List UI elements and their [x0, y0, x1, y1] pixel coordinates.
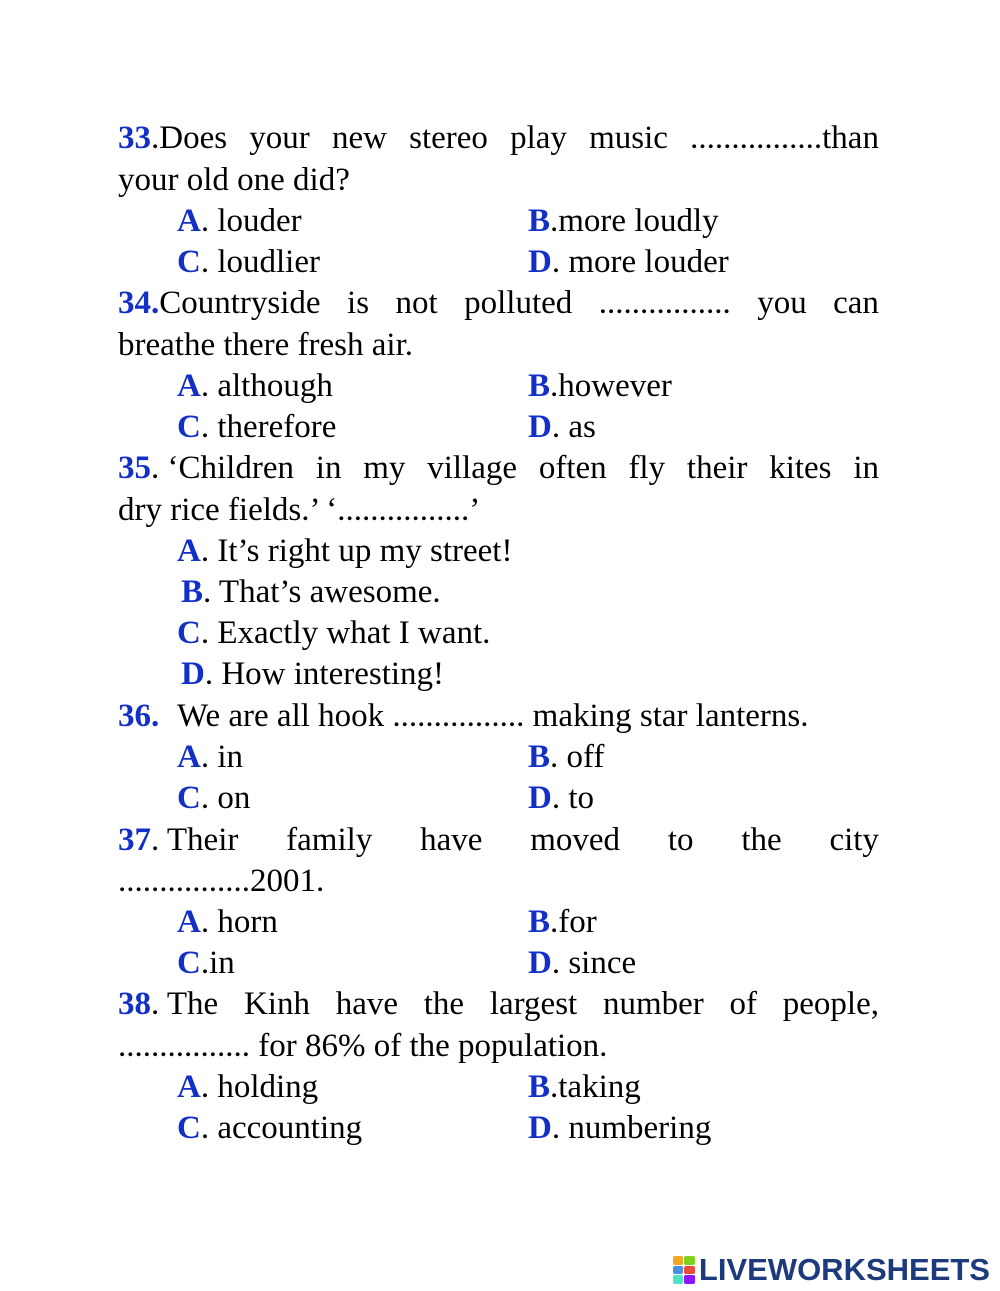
word: kites	[769, 450, 832, 486]
word: people,	[782, 986, 879, 1022]
word: in	[315, 450, 342, 486]
question-35-first-word: 35. ‘Children	[118, 450, 294, 486]
option-35-d[interactable]: D. How interesting!	[181, 656, 445, 692]
question-34-line-1	[118, 283, 879, 323]
option-37-b[interactable]: B.for	[528, 904, 597, 940]
word: have	[420, 822, 483, 858]
word: to	[667, 822, 694, 858]
word: music	[589, 120, 668, 156]
word: the	[423, 986, 465, 1022]
question-38-line-1	[118, 984, 879, 1024]
word: their	[686, 450, 748, 486]
option-36-b[interactable]: B. off	[528, 739, 605, 775]
word: stereo	[409, 120, 488, 156]
word: new	[331, 120, 387, 156]
question-37-line-2: ................2001.	[118, 863, 325, 899]
blank-word: ................	[598, 285, 731, 321]
word: is	[347, 285, 370, 321]
option-37-c[interactable]: C.in	[177, 945, 235, 981]
word: number	[602, 986, 704, 1022]
option-34-d[interactable]: D. as	[528, 409, 596, 445]
question-37-first-word: 37. Their	[118, 822, 239, 858]
word: in	[853, 450, 879, 486]
question-38-line-2: ................ for 86% of the population.	[118, 1028, 608, 1064]
option-38-a[interactable]: A. holding	[177, 1069, 319, 1105]
question-36-text: We are all hook ................ making star lanterns.	[177, 698, 809, 734]
word: family	[286, 822, 373, 858]
option-33-c[interactable]: C. loudlier	[177, 244, 320, 280]
option-35-c[interactable]: C. Exactly what I want.	[177, 615, 491, 651]
option-33-d[interactable]: D. more louder	[528, 244, 729, 280]
brand-name: LIVEWORKSHEETS	[698, 1252, 990, 1287]
option-38-d[interactable]: D. numbering	[528, 1110, 712, 1146]
liveworksheets-logo-icon	[673, 1256, 695, 1284]
option-36-c[interactable]: C. on	[177, 780, 251, 816]
word: not	[395, 285, 438, 321]
word: moved	[530, 822, 621, 858]
word: village	[427, 450, 518, 486]
option-36-d[interactable]: D. to	[528, 780, 595, 816]
question-33-first-word: 33.Does	[118, 120, 228, 156]
word: my	[363, 450, 406, 486]
option-38-c[interactable]: C. accounting	[177, 1110, 363, 1146]
option-34-c[interactable]: C. therefore	[177, 409, 337, 445]
word: have	[335, 986, 399, 1022]
option-35-a[interactable]: A. It’s right up my street!	[177, 533, 513, 569]
word: play	[510, 120, 567, 156]
word: largest	[489, 986, 578, 1022]
option-35-b[interactable]: B. That’s awesome.	[181, 574, 441, 610]
question-36-number: 36.	[118, 698, 160, 734]
liveworksheets-logo[interactable]	[673, 1252, 990, 1288]
word: often	[538, 450, 607, 486]
option-33-b[interactable]: B.more loudly	[528, 203, 719, 239]
word: you	[757, 285, 807, 321]
word: polluted	[464, 285, 573, 321]
question-38-first-word: 38. The	[118, 986, 219, 1022]
word: Kinh	[243, 986, 310, 1022]
question-34-first-word: 34.Countryside	[118, 285, 321, 321]
option-36-a[interactable]: A. in	[177, 739, 244, 775]
word: your	[249, 120, 310, 156]
word: can	[833, 285, 879, 321]
question-35-line-2: dry rice fields.’ ‘................’	[118, 492, 481, 528]
option-33-a[interactable]: A. louder	[177, 203, 302, 239]
option-34-b[interactable]: B.however	[528, 368, 672, 404]
word: fly	[628, 450, 666, 486]
option-37-d[interactable]: D. since	[528, 945, 637, 981]
question-37-line-1	[118, 820, 879, 860]
word: of	[729, 986, 758, 1022]
option-37-a[interactable]: A. horn	[177, 904, 278, 940]
word: city	[829, 822, 879, 858]
word: the	[741, 822, 782, 858]
question-33-line-2: your old one did?	[118, 162, 350, 198]
option-34-a[interactable]: A. although	[177, 368, 333, 404]
question-34-line-2: breathe there fresh air.	[118, 327, 414, 363]
blank-word: ................than	[690, 120, 879, 156]
option-38-b[interactable]: B.taking	[528, 1069, 641, 1105]
question-33-line-1	[118, 118, 879, 158]
question-35-line-1	[118, 448, 879, 488]
